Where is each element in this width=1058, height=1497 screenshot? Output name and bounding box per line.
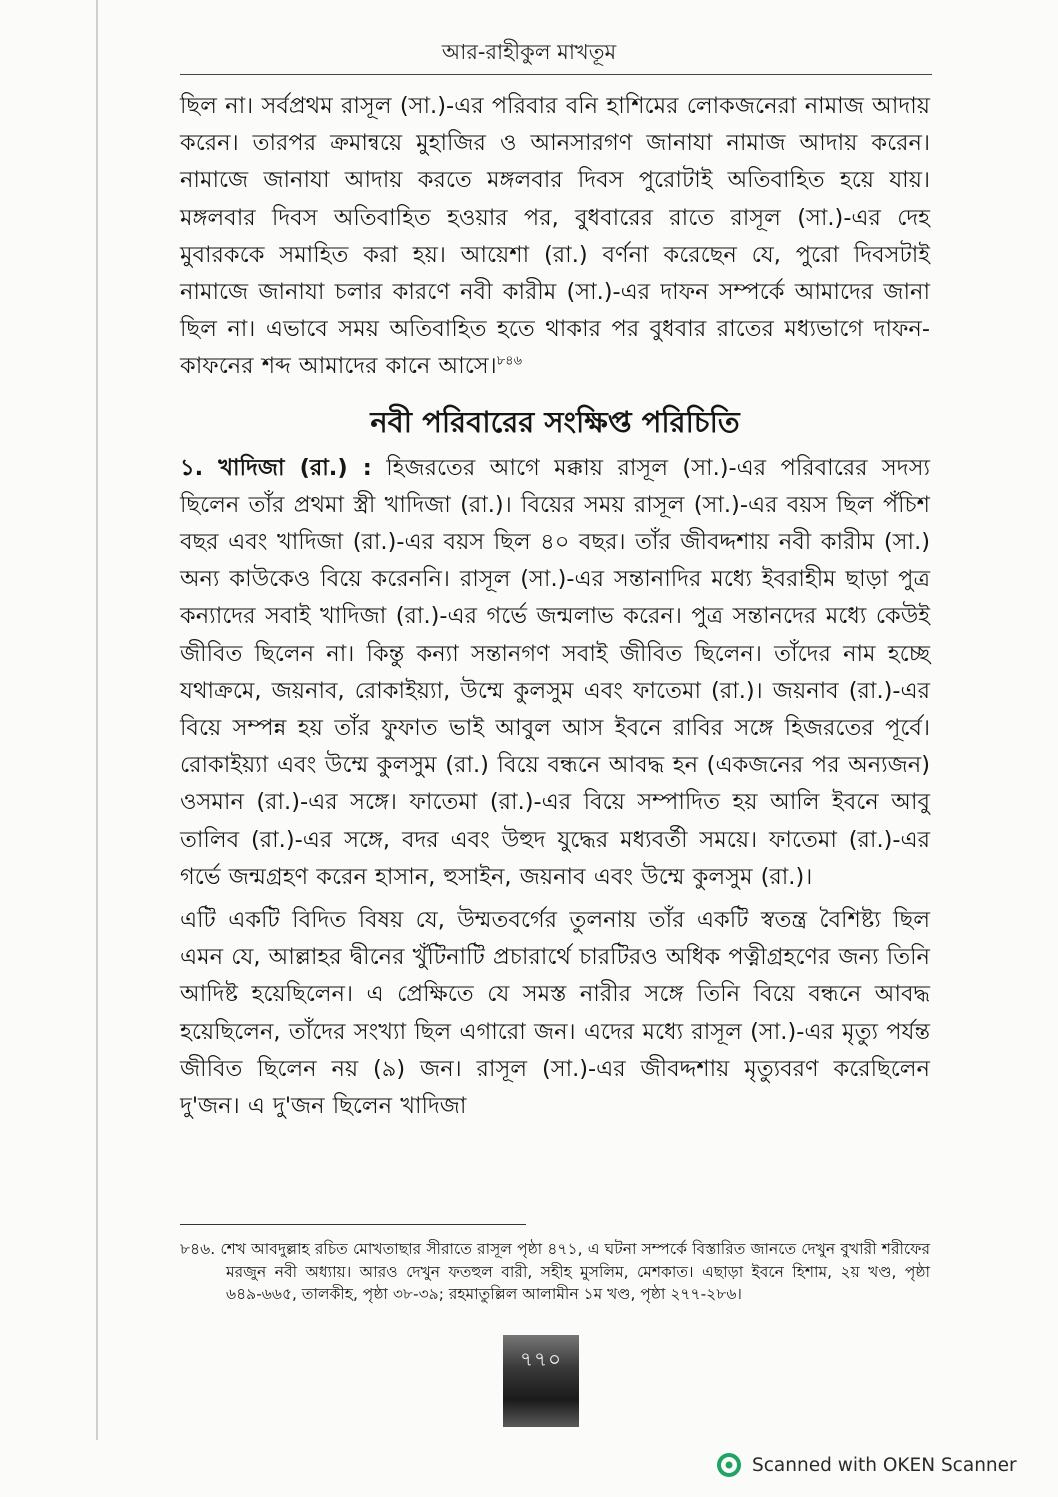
paragraph-1 [180,88,930,386]
main-text [180,88,930,1125]
footnote-reference: ৮৪৬ [496,353,523,369]
paragraph-3: এটি একটি বিদিত বিষয় যে, উম্মতবর্গের তুলনায় তাঁর একটি স্বতন্ত্র বৈশিষ্ট্য ছিল এমন যে, আল্লাহর দ্বীনের খুঁটিনাটি প্রচারার্থে চারটিরও অধিক পত্নীগ্রহণের জন্য তিনি আদিষ্ট হয়েছিলেন। এ প্রেক্ষিতে যে সমস্ত নারীর সঙ্গে তিনি বিয়ে বন্ধনে আবদ্ধ হয়েছিলেন, তাঁদের সংখ্যা ছিল এগারো জন। এদের মধ্যে রাসূল (সা.)-এর মৃত্যু পর্যন্ত জীবিত ছিলেন নয় (৯) জন। রাসূল (সা.)-এর জীবদ্দশায় মৃত্যুবরণ করেছিলেন দু'জন। এ দু'জন ছিলেন খাদিজা [180,907,930,1120]
paragraph-2-text: হিজরতের আগে মক্কায় রাসূল (সা.)-এর পরিবারের সদস্য ছিলেন তাঁর প্রথমা স্ত্রী খাদিজা (রা.)। বিয়ের সময় রাসূল (সা.)-এর বয়স ছিল পঁচিশ বছর এবং খাদিজা (রা.)-এর বয়স ছিল ৪০ বছর। তাঁর জীবদ্দশায় নবী কারীম (সা.) অন্য কাউকেও বিয়ে করেননি। রাসূল (সা.)-এর সন্তানাদির মধ্যে ইবরাহীম ছাড়া পুত্র কন্যাদের সবাই খাদিজা (রা.)-এর গর্ভে জন্মলাভ করেন। পুত্র সন্তানদের মধ্যে কেউই জীবিত ছিলেন না। কিন্তু কন্যা সন্তানগণ সবাই জীবিত ছিলেন। তাঁদের নাম হচ্ছে যথাক্রমে, জয়নাব, রোকাইয়্যা, উম্মে কুলসুম এবং ফাতেমা (রা.)। জয়নাব (রা.)-এর বিয়ে সম্পন্ন হয় তাঁর ফুফাত ভাই আবুল আস ইবনে রাবির সঙ্গে হিজরতের পূর্বে। রোকাইয়্যা এবং উম্মে কুলসুম (রা.) বিয়ে বন্ধনে আবদ্ধ হন (একজনের পর অন্যজন) ওসমান (রা.)-এর সঙ্গে। ফাতেমা (রা.)-এর বিয়ে সম্পাদিত হয় আলি ইবনে আবু তালিব (রা.)-এর সঙ্গে, বদর এবং উহুদ যুদ্ধের মধ্যবর্তী সময়ে। ফাতেমা (রা.)-এর গর্ভে জন্মগ্রহণ করেন হাসান, হুসাইন, জয়নাব এবং উম্মে কুলসুম (রা.)। [180,454,931,890]
header-divider [180,74,932,75]
footnote: ৮৪৬. শেখ আবদুল্লাহ রচিত মোখতাছার সীরাতে রাসূল পৃষ্ঠা ৪৭১, এ ঘটনা সম্পর্কে বিস্তারিত জানতে দেখুন বুখারী শরীফের মরজুন নবী অধ্যায়। আরও দেখুন ফতহুল বারী, সহীহ মুসলিম, মেশকাত। এছাড়া ইবনে হিশাম, ২য় খণ্ড, পৃষ্ঠা ৬৪৯-৬৬৫, তালকীহ, পৃষ্ঠা ৩৮-৩৯; রহমাতুল্লিল আলামীন ১ম খণ্ড, পৃষ্ঠা ২৭৭-২৮৬। [180,1240,930,1303]
paragraph-2-lead: ১. খাদিজা (রা.) : [180,454,372,481]
section-heading: নবী পরিবারের সংক্ষিপ্ত পরিচিতি [370,404,740,439]
paragraph-1-text: ছিল না। সর্বপ্রথম রাসূল (সা.)-এর পরিবার বনি হাশিমের লোকজনেরা নামাজ আদায় করেন। তারপর ক্রমান্বয়ে মুহাজির ও আনসারগণ জানাযা নামাজ আদায় করেন। নামাজে জানাযা আদায় করতে মঙ্গলবার দিবস পুরোটাই অতিবাহিত হয়ে যায়। মঙ্গলবার দিবস অতিবাহিত হওয়ার পর, বুধবারের রাতে রাসূল (সা.)-এর দেহ মুবারককে সমাহিত করা হয়। আয়েশা (রা.) বর্ণনা করেছেন যে, পুরো দিবসটাই নামাজে জানাযা চলার কারণে নবী কারীম (সা.)-এর দাফন সম্পর্কে আমাদের জানা ছিল না। এভাবে সময় অতিবাহিত হতে থাকার পর বুধবার রাতের মধ্যভাগে দাফন-কাফনের শব্দ আমাদের কানে আসে। [180,93,930,380]
paragraph-2 [180,450,930,896]
page-number: ৭৭০ [503,1335,579,1427]
page-binding-edge [96,0,98,1440]
scanner-watermark [716,1447,1046,1483]
footnote-divider [180,1224,526,1225]
running-header: আর-রাহীকুল মাখতূম [441,40,617,64]
scanner-icon-dot [726,1462,733,1469]
watermark-text: Scanned with OKEN Scanner [752,1454,1017,1476]
oken-scanner-icon [716,1452,742,1478]
